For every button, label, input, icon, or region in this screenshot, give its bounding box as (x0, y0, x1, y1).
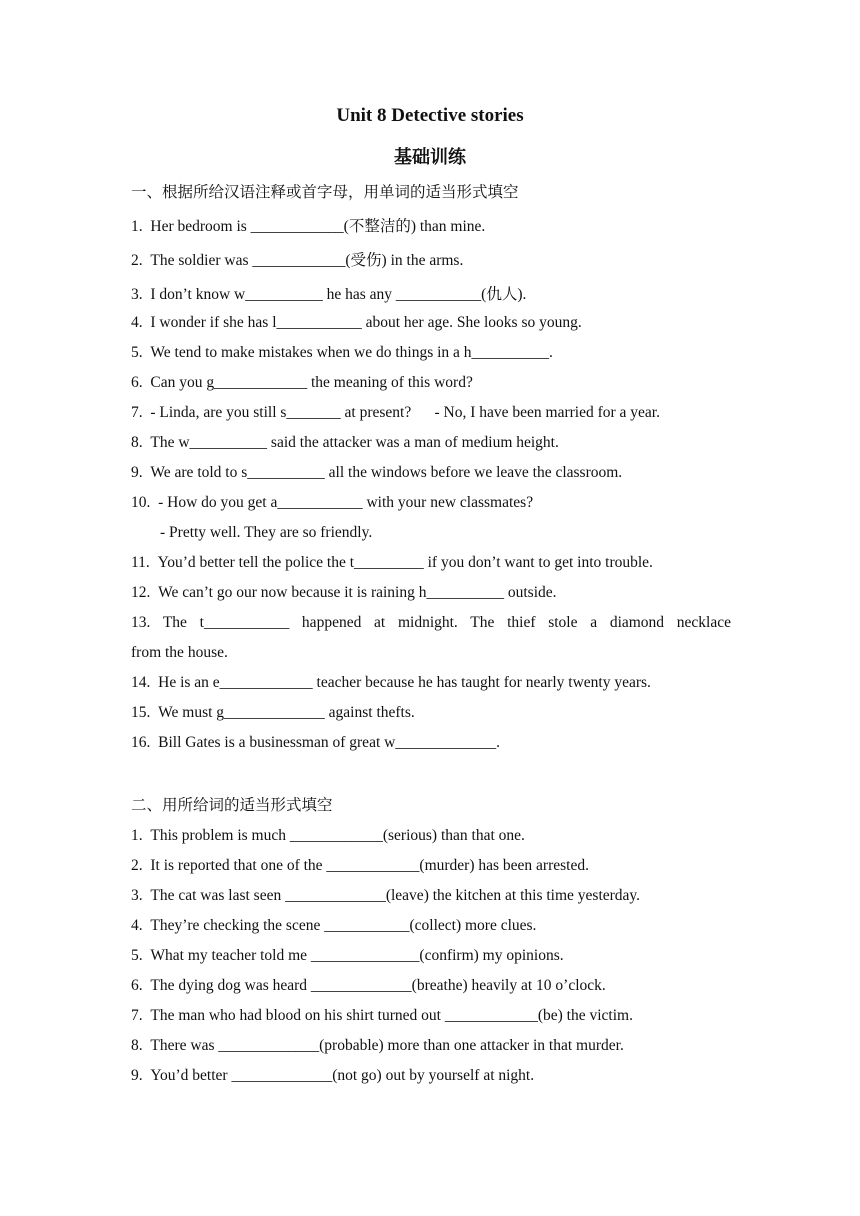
page-title: Unit 8 Detective stories (336, 105, 524, 126)
question-item-continuation: - Pretty well. They are so friendly. (160, 524, 373, 541)
section1-heading: 一、根据所给汉语注释或首字母，用单词的适当形式填空 (131, 183, 519, 201)
question-item: 6. Can you g____________ the meaning of this word? (131, 374, 473, 391)
question-item: 10. - How do you get a___________ with your new classmates? (131, 494, 534, 511)
question-item: 8. The w__________ said the attacker was a man of medium height. (131, 434, 559, 451)
question-item: 1. This problem is much ____________(serious) than that one. (131, 827, 525, 844)
question-item: 6. The dying dog was heard _____________(breathe) heavily at 10 o’clock. (131, 977, 606, 994)
question-item: 3. The cat was last seen _____________(leave) the kitchen at this time yesterday. (131, 887, 641, 904)
question-item: 15. We must g_____________ against thefts. (131, 704, 415, 721)
question-item: 1. Her bedroom is ____________(不整洁的) than mine. (131, 218, 486, 235)
question-item: 14. He is an e____________ teacher because he has taught for nearly twenty years. (131, 674, 651, 691)
question-item: 3. I don’t know w__________ he has any ___________(仇人). (131, 286, 527, 303)
question-item: 11. You’d better tell the police the t_________ if you don’t want to get into trouble. (131, 554, 653, 571)
page-subtitle: 基础训练 (394, 147, 466, 168)
question-item: 2. The soldier was ____________(受伤) in the arms. (131, 252, 464, 269)
question-item-continuation: from the house. (131, 644, 228, 661)
section2-heading: 二、用所给词的适当形式填空 (131, 796, 333, 814)
question-item: 2. It is reported that one of the ____________(murder) has been arrested. (131, 857, 589, 874)
question-item: 7. - Linda, are you still s_______ at present? - No, I have been married for a year. (131, 404, 660, 421)
question-item: 4. They’re checking the scene ___________(collect) more clues. (131, 917, 537, 934)
question-item: 8. There was _____________(probable) more than one attacker in that murder. (131, 1037, 624, 1054)
question-item: 9. You’d better _____________(not go) out by yourself at night. (131, 1067, 535, 1084)
question-item: 16. Bill Gates is a businessman of great w_____________. (131, 734, 500, 751)
question-item: 13. The t___________ happened at midnight. The thief stole a diamond necklace (131, 614, 731, 631)
question-item: 4. I wonder if she has l___________ about her age. She looks so young. (131, 314, 582, 331)
question-item: 9. We are told to s__________ all the windows before we leave the classroom. (131, 464, 623, 481)
question-item: 5. What my teacher told me ______________(confirm) my opinions. (131, 947, 564, 964)
question-item: 7. The man who had blood on his shirt turned out ____________(be) the victim. (131, 1007, 633, 1024)
question-item: 5. We tend to make mistakes when we do things in a h__________. (131, 344, 553, 361)
question-item: 12. We can’t go our now because it is raining h__________ outside. (131, 584, 557, 601)
